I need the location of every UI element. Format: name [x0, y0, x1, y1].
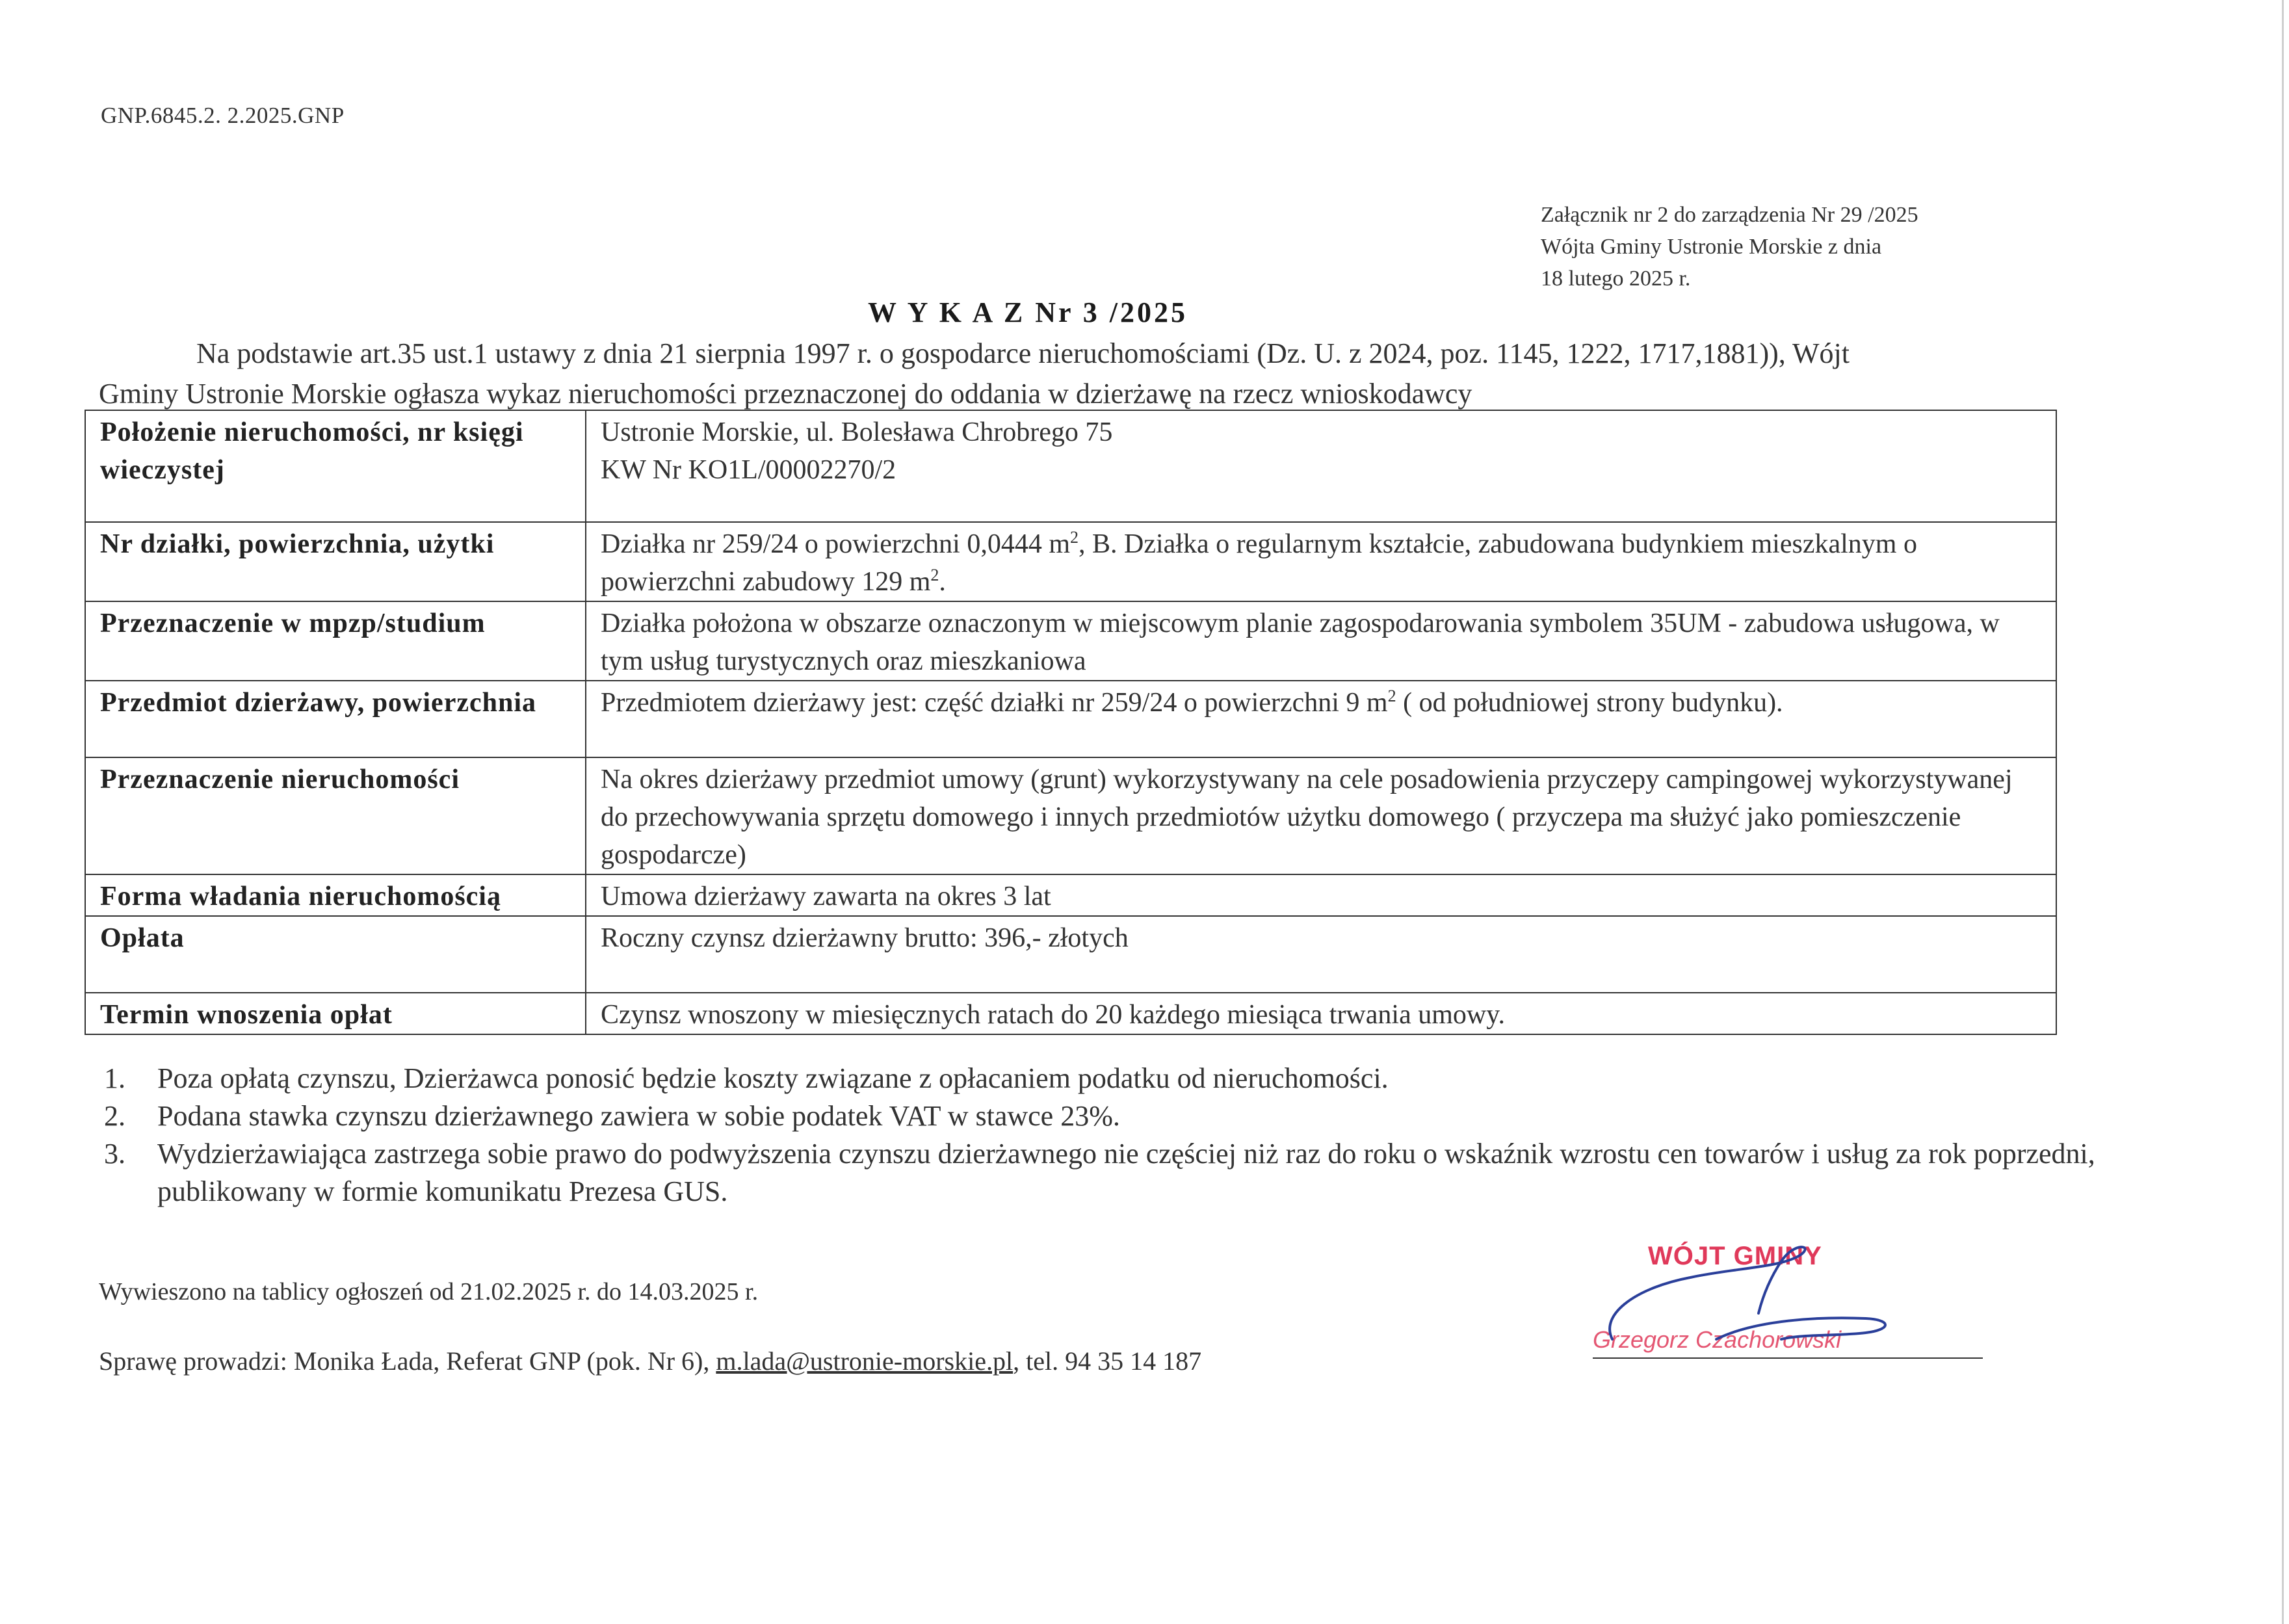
superscript: 2 [1387, 687, 1396, 705]
document-title: W Y K A Z Nr 3 /2025 [868, 296, 1188, 328]
stamp-name: Grzegorz Czachorowski [1593, 1326, 1842, 1353]
plot-text: Działka nr 259/24 o powierzchni 0,0444 m [601, 529, 1070, 559]
address-line: Ustronie Morskie, ul. Bolesława Chrobrego 75 [601, 417, 1113, 447]
stamp-title: WÓJT GMINY [1648, 1242, 1822, 1270]
land-register-line: KW Nr KO1L/00002270/2 [601, 455, 896, 485]
annex-note [1541, 199, 1918, 295]
note-text: Podana stawka czynszu dzierżawnego zawiera w sobie podatek VAT w stawce 23%. [157, 1100, 1120, 1132]
plot-text: , B. Działka o regularnym kształcie, zabudowana budynkiem mieszkalnym o powierzchni zabudowy 129 m [601, 529, 1917, 597]
row-label: Termin wnoszenia opłat [85, 993, 586, 1034]
note-text: Poza opłatą czynszu, Dzierżawca ponosić będzie koszty związane z opłacaniem podatku od nieruchomości. [157, 1062, 1389, 1094]
note-number: 3. [104, 1138, 125, 1170]
contact-prefix: Sprawę prowadzi: Monika Łada, Referat GNP (pok. Nr 6), [99, 1346, 716, 1376]
table-row [85, 916, 2056, 993]
row-label: Położenie nieruchomości, nr księgi wieczystej [85, 410, 586, 522]
row-value: Roczny czynsz dzierżawny brutto: 396,- złotych [586, 916, 2056, 993]
plot-text: . [939, 567, 946, 597]
page-edge [2282, 0, 2284, 1624]
row-label: Nr działki, powierzchnia, użytki [85, 522, 586, 601]
table-row [85, 681, 2056, 757]
notes-list [104, 1060, 2184, 1211]
table-row [85, 993, 2056, 1034]
signature-stamp [1586, 1242, 2002, 1372]
table-row [85, 874, 2056, 916]
row-value [586, 522, 2056, 601]
row-value: Na okres dzierżawy przedmiot umowy (grunt) wykorzystywany na cele posadowienia przyczepy campingowej wykorzystywanej do przechowywania sprzętu domowego i innych przedmiotów użytku domowego ( przyczepa ma służyć jako pomieszczenie gospodarcze) [586, 757, 2056, 874]
annex-line: 18 lutego 2025 r. [1541, 267, 1691, 291]
superscript: 2 [1070, 528, 1079, 547]
contact-line [99, 1346, 1201, 1376]
list-item [104, 1097, 2184, 1135]
property-table [85, 410, 2057, 1035]
row-label: Forma władania nieruchomością [85, 874, 586, 916]
row-value [586, 410, 2056, 522]
table-row [85, 757, 2056, 874]
row-value [586, 681, 2056, 757]
table-row [85, 601, 2056, 681]
row-label: Opłata [85, 916, 586, 993]
row-value: Działka położona w obszarze oznaczonym w miejscowym planie zagospodarowania symbolem 35UM - zabudowa usługowa, w tym usług turystycznych oraz mieszkaniowa [586, 601, 2056, 681]
row-label: Przeznaczenie nieruchomości [85, 757, 586, 874]
lease-subject-text: Przedmiotem dzierżawy jest: część działki nr 259/24 o powierzchni 9 m [601, 688, 1388, 718]
intro-line: Na podstawie art.35 ust.1 ustawy z dnia 21 sierpnia 1997 r. o gospodarce nieruchomościami (Dz. U. z 2024, poz. 1145, 1222, 1717,1881)), Wójt [196, 337, 1850, 369]
handwritten-signature-icon [1586, 1242, 2002, 1372]
table-row [85, 410, 2056, 522]
note-text: Wydzierżawiająca zastrzega sobie prawo do podwyższenia czynszu dzierżawnego nie częściej niż raz do roku o wskaźnik wzrostu cen towarów i usług za rok poprzedni, publikowany w formie komunikatu Prezesa GUS. [157, 1138, 2095, 1207]
row-label: Przeznaczenie w mpzp/studium [85, 601, 586, 681]
row-label: Przedmiot dzierżawy, powierzchnia [85, 681, 586, 757]
posting-period: Wywieszono na tablicy ogłoszeń od 21.02.2025 r. do 14.03.2025 r. [99, 1278, 759, 1305]
intro-paragraph [99, 334, 2095, 414]
row-value: Czynsz wnoszony w miesięcznych ratach do 20 każdego miesiąca trwania umowy. [586, 993, 2056, 1034]
list-item [104, 1135, 2184, 1211]
lease-subject-text: ( od południowej strony budynku). [1396, 688, 1783, 718]
annex-line: Wójta Gminy Ustronie Morskie z dnia [1541, 235, 1882, 259]
contact-suffix: , tel. 94 35 14 187 [1013, 1346, 1202, 1376]
note-number: 1. [104, 1062, 125, 1094]
superscript: 2 [930, 566, 939, 584]
annex-line: Załącznik nr 2 do zarządzenia Nr 29 /2025 [1541, 203, 1918, 227]
document-reference: GNP.6845.2. 2.2025.GNP [101, 103, 345, 128]
row-value: Umowa dzierżawy zawarta na okres 3 lat [586, 874, 2056, 916]
email-link[interactable]: m.lada@ustronie-morskie.pl [716, 1346, 1014, 1376]
table-row [85, 522, 2056, 601]
note-number: 2. [104, 1100, 125, 1132]
list-item [104, 1060, 2184, 1097]
intro-line: Gminy Ustronie Morskie ogłasza wykaz nieruchomości przeznaczonej do oddania w dzierżawę na rzecz wnioskodawcy [99, 378, 1472, 410]
